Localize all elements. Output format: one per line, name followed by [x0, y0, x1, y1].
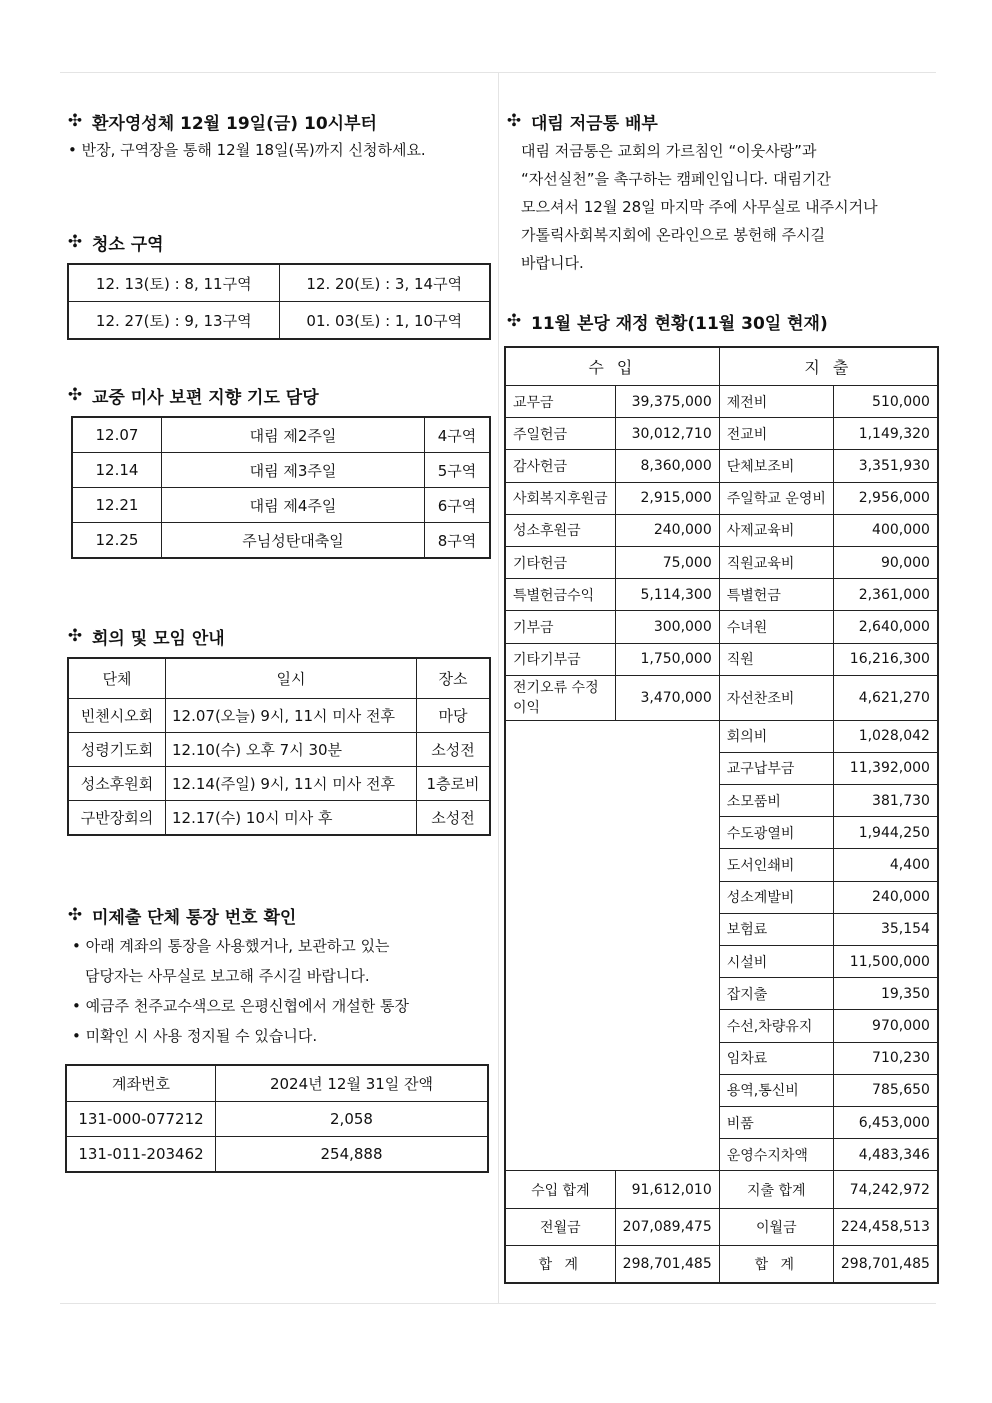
income-empty-area — [506, 720, 720, 1171]
income-item: 전기오류 수정이익 — [506, 675, 616, 720]
bullet-dot: • — [68, 141, 82, 159]
table-cell: 12.07(오늘) 9시, 11시 미사 전후 — [166, 699, 417, 733]
expense-amount: 2,361,000 — [833, 579, 937, 611]
table-cell: 2,058 — [216, 1102, 488, 1137]
table-cell: 4구역 — [425, 418, 490, 453]
income-total-amount: 91,612,010 — [615, 1171, 719, 1209]
expense-item: 직원 — [719, 643, 833, 675]
accounts-notes — [72, 931, 409, 1051]
table-row — [69, 801, 490, 835]
income-item: 감사헌금 — [506, 450, 616, 482]
accounts-table — [66, 1065, 488, 1172]
income-amount: 39,375,000 — [615, 386, 719, 418]
expense-item: 임차료 — [719, 1042, 833, 1074]
expense-amount: 35,154 — [833, 913, 937, 945]
cross-icon: ✣ — [67, 232, 83, 252]
accounts-title: 미제출 단체 통장 번호 확인 — [92, 907, 297, 928]
text-line: 모으셔서 12월 28일 마지막 주에 사무실로 내주시거나 — [521, 198, 878, 216]
expense-amount: 510,000 — [833, 386, 937, 418]
income-amount: 240,000 — [615, 514, 719, 546]
table-row — [73, 418, 490, 453]
table-cell: 빈첸시오회 — [69, 699, 166, 733]
expense-item: 수선,차량유지 — [719, 1010, 833, 1042]
cleaning-section-title — [66, 230, 164, 254]
expense-item: 회의비 — [719, 720, 833, 752]
meetings-table — [68, 658, 490, 835]
table-cell: 12.25 — [73, 523, 162, 558]
table-cell: 12.14(주일) 9시, 11시 미사 전후 — [166, 767, 417, 801]
expense-item: 특별헌금 — [719, 579, 833, 611]
expense-total-amount: 224,458,513 — [833, 1209, 937, 1246]
table-cell: 대림 제4주일 — [162, 488, 425, 523]
expense-total-label: 지출 합계 — [719, 1171, 833, 1209]
income-total-label: 전월금 — [506, 1209, 616, 1246]
prayer-table — [72, 417, 490, 558]
list-item: • 아래 계좌의 통장을 사용했거나, 보관하고 있는 — [72, 937, 390, 955]
table-row — [69, 733, 490, 767]
expense-amount: 6,453,000 — [833, 1106, 937, 1138]
table-cell: 12.14 — [73, 453, 162, 488]
table-cell: 성소후원회 — [69, 767, 166, 801]
expense-item: 직원교육비 — [719, 546, 833, 578]
table-header: 계좌번호 — [67, 1066, 216, 1102]
income-item: 기타헌금 — [506, 546, 616, 578]
table-row — [69, 767, 490, 801]
income-item: 사회복지후원금 — [506, 482, 616, 514]
expense-item: 용역,통신비 — [719, 1074, 833, 1106]
expense-item: 비품 — [719, 1106, 833, 1138]
table-header: 일시 — [166, 659, 417, 699]
table-row — [506, 643, 938, 675]
table-row — [506, 386, 938, 418]
income-item: 특별헌금수익 — [506, 579, 616, 611]
table-row — [67, 1137, 488, 1172]
expense-amount: 4,621,270 — [833, 675, 937, 720]
table-row — [69, 302, 490, 339]
expense-amount: 400,000 — [833, 514, 937, 546]
bullet-dot: • — [72, 1027, 86, 1045]
table-row — [73, 453, 490, 488]
table-cell: 12.21 — [73, 488, 162, 523]
cross-icon: ✣ — [67, 626, 83, 646]
text-line: “자선실천”을 촉구하는 캠페인입니다. 대림기간 — [521, 170, 831, 188]
table-cell: 131-000-077212 — [67, 1102, 216, 1137]
expense-item: 자선찬조비 — [719, 675, 833, 720]
income-item: 성소후원금 — [506, 514, 616, 546]
income-total-amount: 207,089,475 — [615, 1209, 719, 1246]
expense-amount: 710,230 — [833, 1042, 937, 1074]
expense-amount: 1,944,250 — [833, 817, 937, 849]
income-amount: 30,012,710 — [615, 418, 719, 450]
expense-item: 보험료 — [719, 913, 833, 945]
expense-amount: 970,000 — [833, 1010, 937, 1042]
expense-header: 지 출 — [719, 348, 937, 386]
table-cell: 구반장회의 — [69, 801, 166, 835]
table-header-row — [69, 659, 490, 699]
finance-title: 11월 본당 재정 현황(11월 30일 현재) — [531, 313, 828, 334]
cross-icon: ✣ — [67, 905, 83, 925]
expense-item: 도서인쇄비 — [719, 849, 833, 881]
table-cell: 01. 03(토) : 1, 10구역 — [279, 302, 490, 339]
table-cell: 6구역 — [425, 488, 490, 523]
prayer-title: 교중 미사 보편 지향 기도 담당 — [92, 387, 319, 408]
expense-item: 전교비 — [719, 418, 833, 450]
expense-total-amount: 298,701,485 — [833, 1246, 937, 1283]
text-line: 바랍니다. — [521, 254, 584, 272]
income-amount: 1,750,000 — [615, 643, 719, 675]
expense-amount: 240,000 — [833, 881, 937, 913]
list-item: 담당자는 사무실로 보고해 주시길 바랍니다. — [85, 967, 370, 985]
expense-item: 제전비 — [719, 386, 833, 418]
table-row — [506, 579, 938, 611]
expense-total-label: 이월금 — [719, 1209, 833, 1246]
expense-item: 사제교육비 — [719, 514, 833, 546]
expense-amount: 19,350 — [833, 978, 937, 1010]
prayer-section-title — [66, 383, 319, 407]
table-row — [69, 265, 490, 302]
table-cell: 12. 20(토) : 3, 14구역 — [279, 265, 490, 302]
section-title — [66, 109, 426, 133]
table-cell: 소성전 — [417, 801, 490, 835]
expense-amount: 3,351,930 — [833, 450, 937, 482]
cross-icon: ✣ — [67, 385, 83, 405]
total-row — [506, 1209, 938, 1246]
expense-item: 수녀원 — [719, 611, 833, 643]
table-header: 2024년 12월 31일 잔액 — [216, 1066, 488, 1102]
cross-icon: ✣ — [506, 111, 522, 131]
income-item: 주일헌금 — [506, 418, 616, 450]
meetings-title: 회의 및 모임 안내 — [92, 628, 225, 649]
expense-amount: 785,650 — [833, 1074, 937, 1106]
table-cell: 254,888 — [216, 1137, 488, 1172]
advent-box-text — [521, 137, 878, 277]
expense-total-label: 합 계 — [719, 1246, 833, 1283]
expense-amount: 381,730 — [833, 785, 937, 817]
expense-amount: 90,000 — [833, 546, 937, 578]
cleaning-title: 청소 구역 — [92, 234, 164, 255]
table-cell: 소성전 — [417, 733, 490, 767]
expense-item: 소모품비 — [719, 785, 833, 817]
table-row — [506, 720, 938, 752]
expense-amount: 1,149,320 — [833, 418, 937, 450]
expense-amount: 4,483,346 — [833, 1139, 937, 1171]
table-cell: 대림 제2주일 — [162, 418, 425, 453]
table-cell: 성령기도회 — [69, 733, 166, 767]
expense-item: 주일학교 운영비 — [719, 482, 833, 514]
table-cell: 마당 — [417, 699, 490, 733]
expense-amount: 1,028,042 — [833, 720, 937, 752]
finance-table — [505, 347, 938, 1283]
income-total-label: 수입 합계 — [506, 1171, 616, 1209]
list-item: • 미확인 시 사용 정지될 수 있습니다. — [72, 1027, 318, 1045]
income-amount: 75,000 — [615, 546, 719, 578]
text-line: 가톨릭사회복지회에 온라인으로 봉헌해 주시길 — [521, 226, 826, 244]
expense-item: 성소계발비 — [719, 881, 833, 913]
table-row — [506, 611, 938, 643]
table-row — [67, 1102, 488, 1137]
cross-icon: ✣ — [506, 311, 522, 331]
column-divider — [498, 72, 499, 1303]
expense-item: 수도광열비 — [719, 817, 833, 849]
bullet-dot: • — [72, 937, 86, 955]
table-row — [506, 546, 938, 578]
expense-total-amount: 74,242,972 — [833, 1171, 937, 1209]
table-cell: 12. 13(토) : 8, 11구역 — [69, 265, 280, 302]
patient-communion-note: • 반장, 구역장을 통해 12월 18일(목)까지 신청하세요. — [68, 141, 426, 159]
table-cell: 주님성탄대축일 — [162, 523, 425, 558]
table-cell: 131-011-203462 — [67, 1137, 216, 1172]
patient-communion-title: 환자영성체 12월 19일(금) 10시부터 — [92, 113, 377, 134]
income-header: 수 입 — [506, 348, 720, 386]
income-item: 기부금 — [506, 611, 616, 643]
table-row — [506, 450, 938, 482]
meetings-section-title — [66, 624, 225, 648]
income-total-label: 합 계 — [506, 1246, 616, 1283]
expense-item: 단체보조비 — [719, 450, 833, 482]
expense-amount: 16,216,300 — [833, 643, 937, 675]
total-row — [506, 1171, 938, 1209]
table-row — [506, 514, 938, 546]
table-cell: 8구역 — [425, 523, 490, 558]
expense-item: 잡지출 — [719, 978, 833, 1010]
table-row — [506, 418, 938, 450]
income-item: 교무금 — [506, 386, 616, 418]
total-row — [506, 1246, 938, 1283]
table-row — [73, 488, 490, 523]
table-row — [73, 523, 490, 558]
table-cell: 12.17(수) 10시 미사 후 — [166, 801, 417, 835]
expense-amount: 11,392,000 — [833, 752, 937, 784]
table-cell: 대림 제3주일 — [162, 453, 425, 488]
table-header: 장소 — [417, 659, 490, 699]
cleaning-table — [68, 264, 490, 339]
income-item: 기타기부금 — [506, 643, 616, 675]
table-row — [69, 699, 490, 733]
finance-section-title — [505, 309, 828, 333]
table-cell: 1층로비 — [417, 767, 490, 801]
table-cell: 12.10(수) 오후 7시 30분 — [166, 733, 417, 767]
expense-item: 교구납부금 — [719, 752, 833, 784]
table-header-row — [506, 348, 938, 386]
patient-communion-section — [66, 109, 426, 165]
expense-amount: 2,640,000 — [833, 611, 937, 643]
income-total-amount: 298,701,485 — [615, 1246, 719, 1283]
text-line: 대림 저금통은 교회의 가르침인 “이웃사랑”과 — [521, 142, 817, 160]
cross-icon: ✣ — [67, 111, 83, 131]
table-row — [506, 482, 938, 514]
income-amount: 5,114,300 — [615, 579, 719, 611]
income-amount: 8,360,000 — [615, 450, 719, 482]
table-cell: 12. 27(토) : 9, 13구역 — [69, 302, 280, 339]
expense-amount: 4,400 — [833, 849, 937, 881]
bullet-dot: • — [72, 997, 86, 1015]
table-header-row — [67, 1066, 488, 1102]
bottom-rule — [60, 1303, 936, 1304]
table-header: 단체 — [69, 659, 166, 699]
expense-item: 운영수지차액 — [719, 1139, 833, 1171]
list-item: • 예금주 천주교수색으로 은평신협에서 개설한 통장 — [72, 997, 409, 1015]
income-amount: 300,000 — [615, 611, 719, 643]
expense-item: 시설비 — [719, 946, 833, 978]
expense-amount: 11,500,000 — [833, 946, 937, 978]
advent-box-title: 대림 저금통 배부 — [531, 113, 658, 134]
table-row — [506, 675, 938, 720]
table-cell: 5구역 — [425, 453, 490, 488]
income-amount: 3,470,000 — [615, 675, 719, 720]
advent-box-section — [505, 109, 878, 277]
table-cell: 12.07 — [73, 418, 162, 453]
income-amount: 2,915,000 — [615, 482, 719, 514]
accounts-section — [66, 903, 409, 1051]
expense-amount: 2,956,000 — [833, 482, 937, 514]
